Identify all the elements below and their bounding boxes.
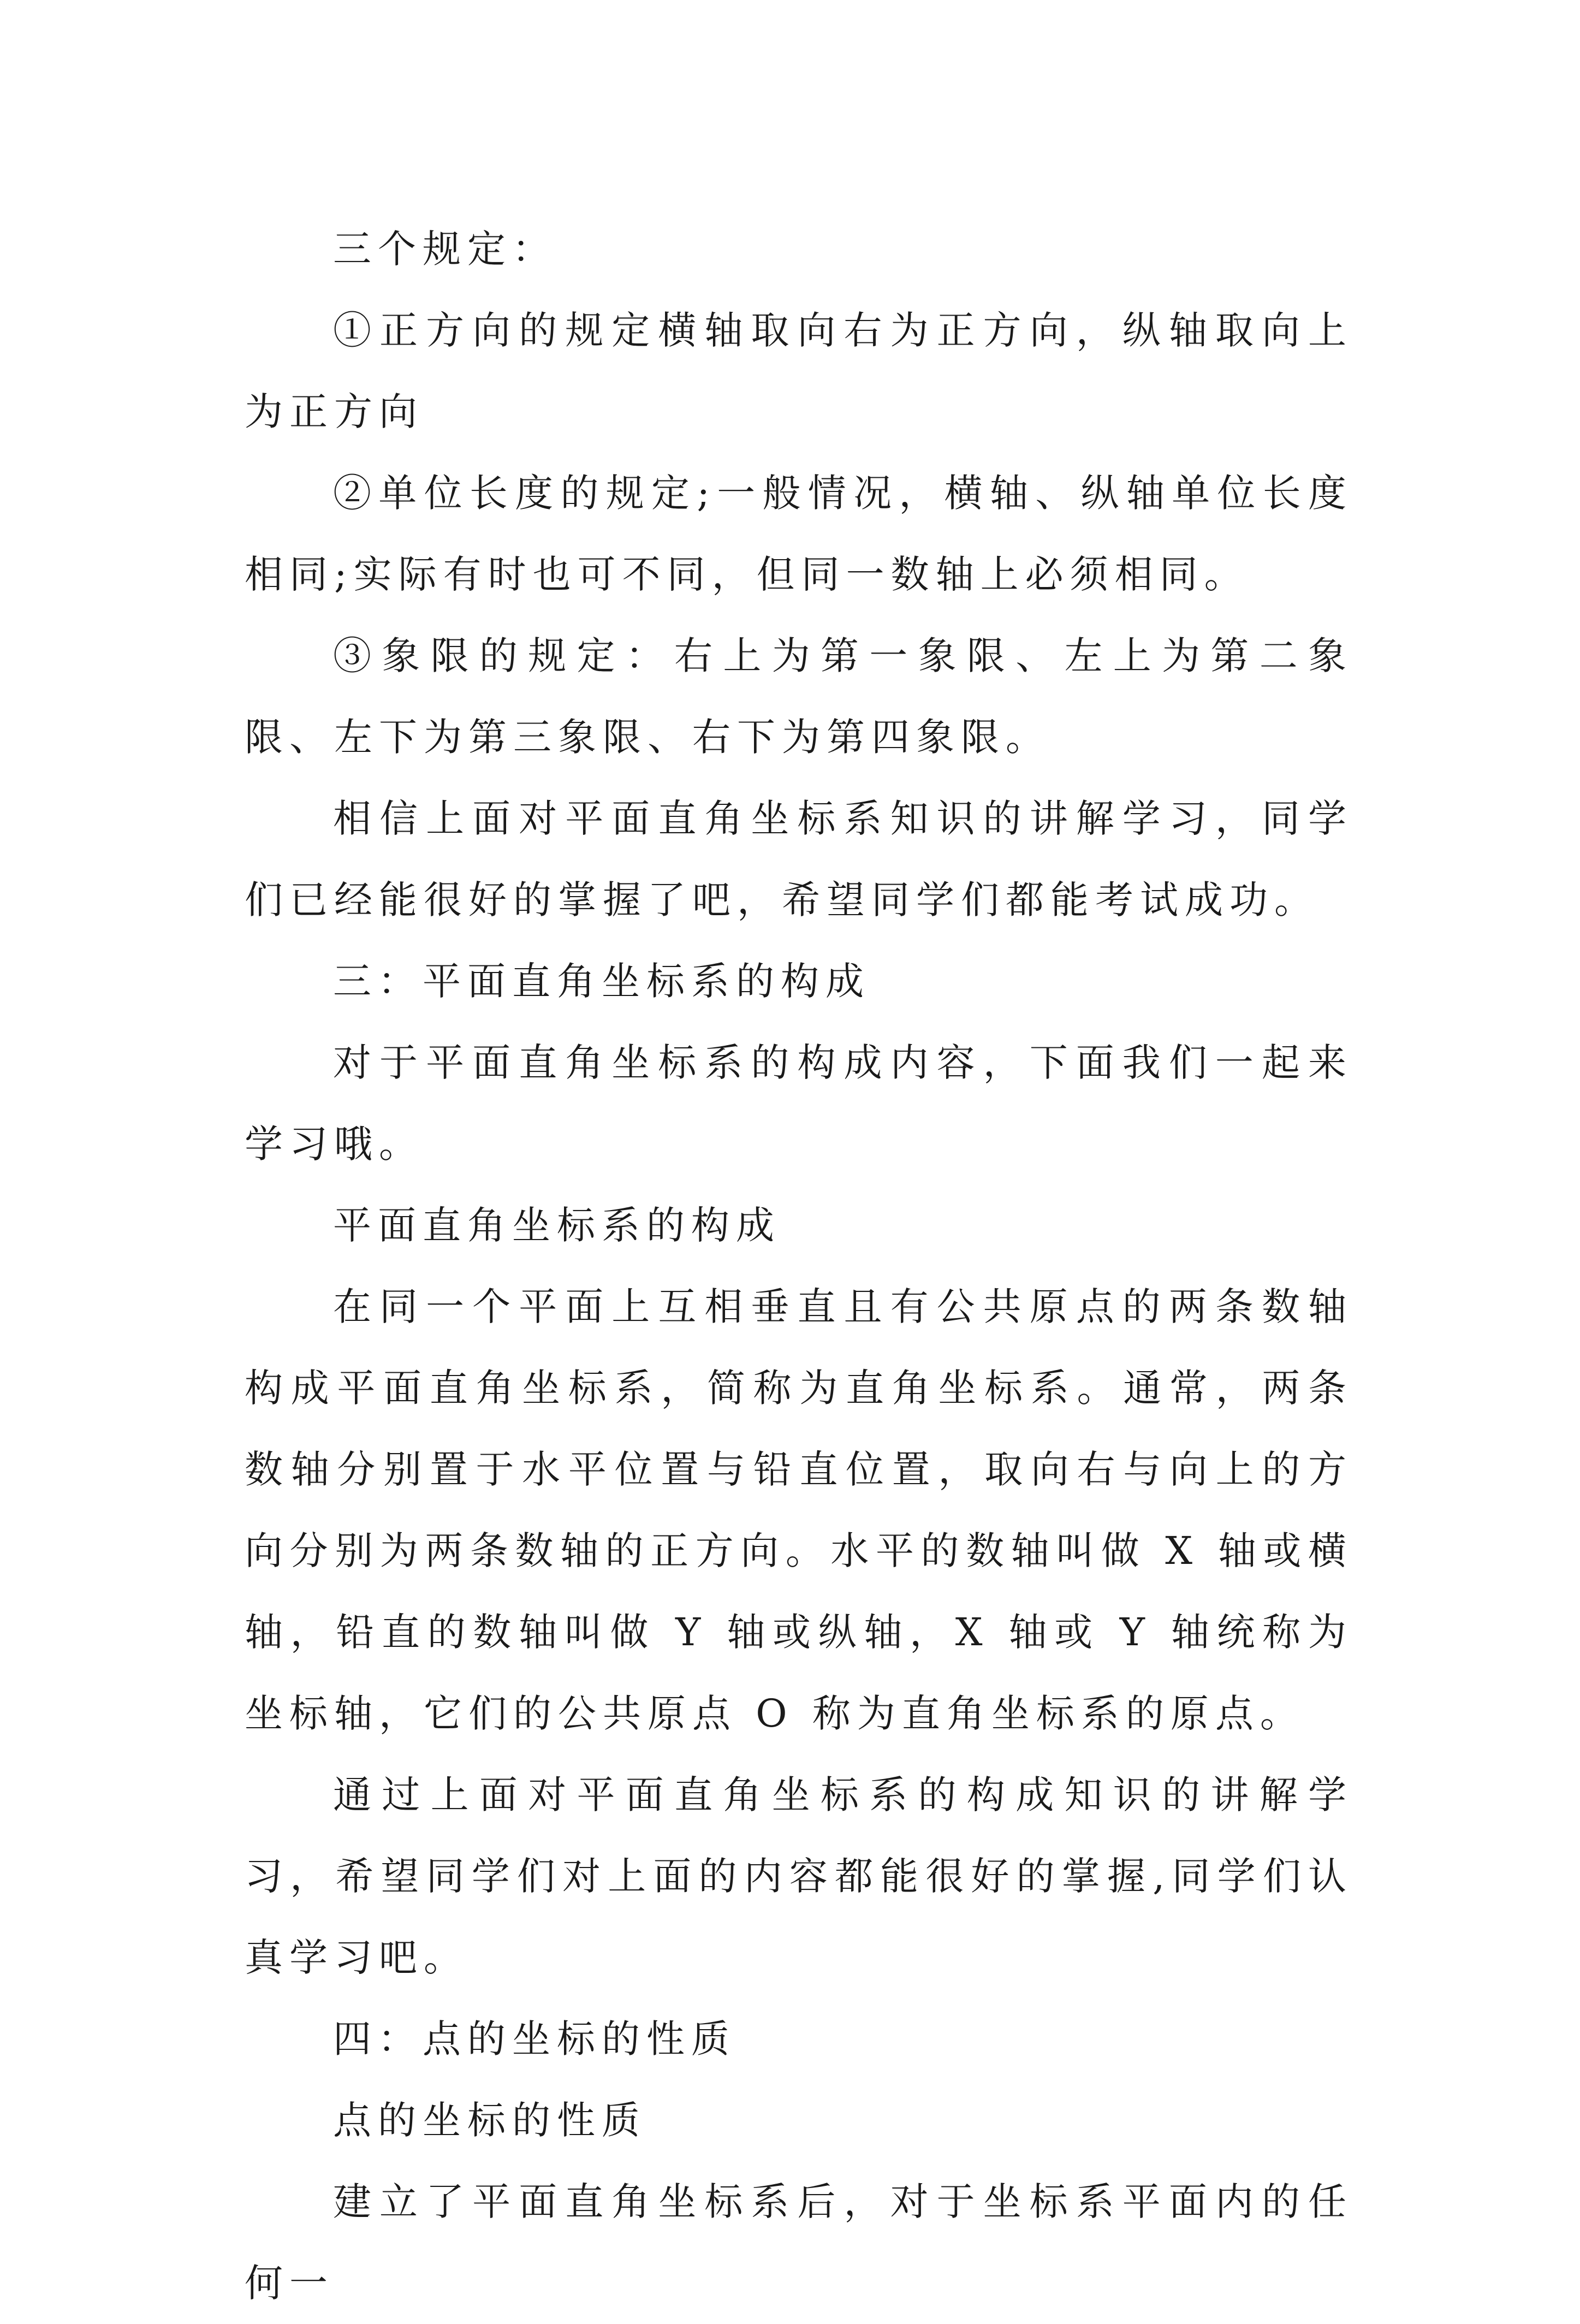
subheading-point-properties: 点的坐标的性质 [333, 2098, 646, 2143]
section-heading-three: 三：平面直角坐标系的构成 [333, 959, 870, 1004]
paragraph-rule-unit-length: ②单位长度的规定;一般情况，横轴、纵轴单位长度相同;实际有时也可不同，但同一数轴上必须相同。 [245, 471, 1353, 597]
paragraph-three-rules-title: 三个规定： [333, 227, 557, 271]
paragraph-summary-two: 通过上面对平面直角坐标系的构成知识的讲解学习，希望同学们对上面的内容都能很好的掌握,同学们认真学习吧。 [245, 1772, 1353, 1980]
paragraph-intro-composition: 对于平面直角坐标系的构成内容，下面我们一起来学习哦。 [245, 1040, 1353, 1166]
subheading-composition: 平面直角坐标系的构成 [333, 1203, 781, 1248]
paragraph-point-properties-start: 建立了平面直角坐标系后，对于坐标系平面内的任何一 [245, 2179, 1353, 2305]
paragraph-rule-quadrants: ③象限的规定：右上为第一象限、左上为第二象限、左下为第三象限、右下为第四象限。 [245, 633, 1353, 760]
paragraph-composition-definition: 在同一个平面上互相垂直且有公共原点的两条数轴构成平面直角坐标系，简称为直角坐标系。通常，两条数轴分别置于水平位置与铅直位置，取向右与向上的方向分别为两条数轴的正方向。水平的数轴叫做 X 轴或横轴，铅直的数轴叫做 Y 轴或纵轴，X 轴或 Y 轴统称为坐标轴，它们的公共原点 O 称为直角坐标系的原点。 [245, 1284, 1353, 1736]
paragraph-summary-one: 相信上面对平面直角坐标系知识的讲解学习，同学们已经能很好的掌握了吧，希望同学们都能考试成功。 [245, 796, 1353, 922]
section-heading-four: 四：点的坐标的性质 [333, 2017, 736, 2061]
document-body [245, 209, 1353, 2324]
paragraph-rule-positive-direction: ①正方向的规定横轴取向右为正方向，纵轴取向上为正方向 [245, 308, 1353, 434]
